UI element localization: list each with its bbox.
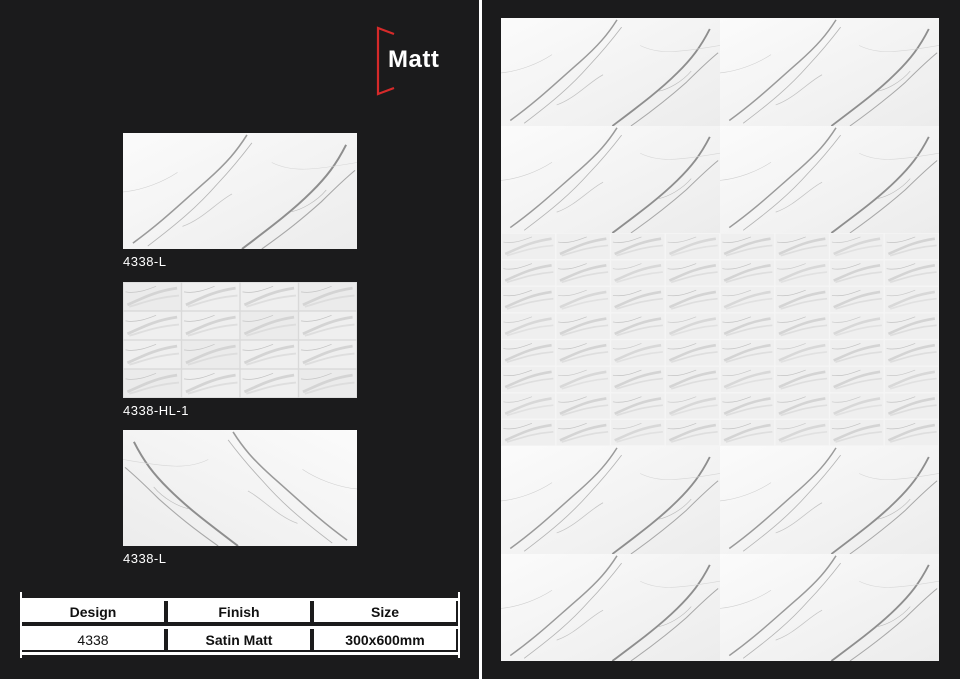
spec-value-size: 300x600mm <box>314 629 456 650</box>
swatch-caption: 4338-HL-1 <box>123 403 189 418</box>
spec-value-finish: Satin Matt <box>168 629 310 650</box>
swatch-marble-bottom <box>123 430 357 546</box>
swatch-caption: 4338-L <box>123 254 167 269</box>
swatch-caption: 4338-L <box>123 551 167 566</box>
swatch-marble-top <box>123 133 357 249</box>
wall-mockup <box>501 18 939 661</box>
spec-header-finish: Finish <box>168 601 310 622</box>
spec-header-design: Design <box>22 601 164 622</box>
spec-table <box>20 592 460 658</box>
badge-label: Matt <box>388 46 440 73</box>
finish-badge <box>372 26 452 98</box>
spec-header-size: Size <box>314 601 456 622</box>
panel-divider <box>479 0 482 679</box>
swatch-highlighter <box>123 282 357 398</box>
spec-value-design: 4338 <box>22 629 164 650</box>
